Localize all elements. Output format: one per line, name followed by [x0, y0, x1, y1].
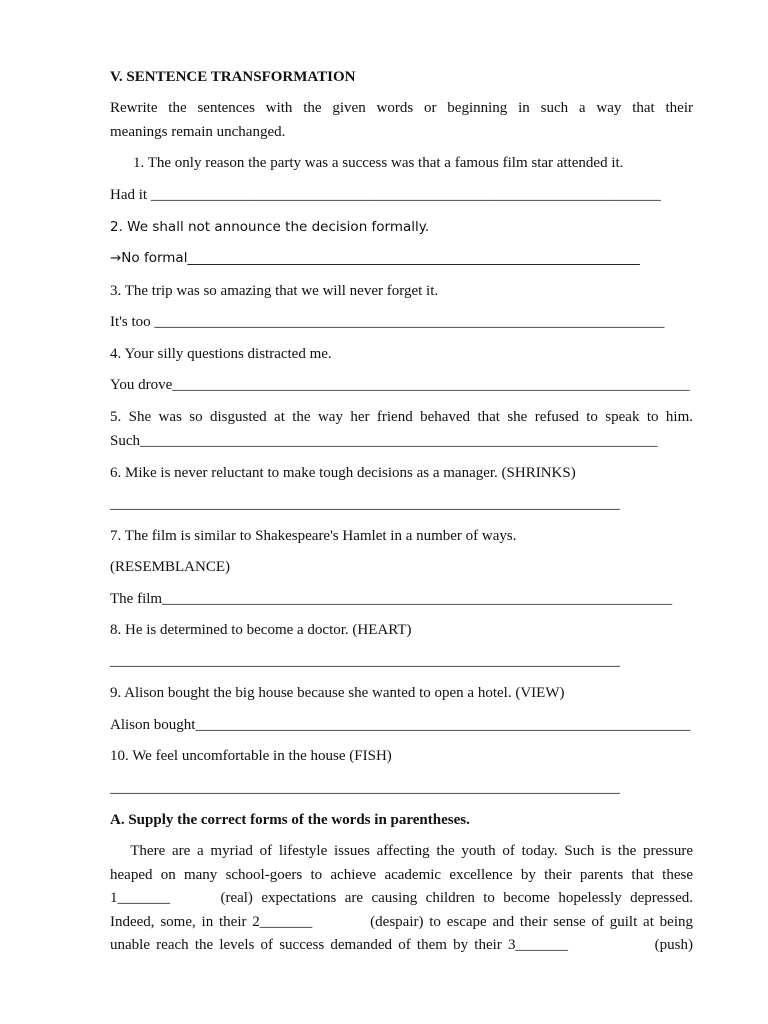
item-1-prompt: 1. The only reason the party was a success was that a famous film star attended it.: [133, 155, 624, 171]
item-2-prompt: 2. We shall not announce the decision formally.: [110, 219, 430, 235]
item-3-prompt: 3. The trip was so amazing that we will never forget it.: [110, 283, 439, 299]
instructions-line-1: Rewrite the sentences with the given words or beginning in such a way that their: [110, 100, 693, 116]
item-5-answer-line: Such_____________________________________________________________________: [110, 433, 658, 449]
item-9-answer-line: Alison bought__________________________________________________________________: [110, 717, 691, 733]
item-2-answer-line: →No formal___________________________________________________________________: [110, 250, 640, 266]
section-a-heading: A. Supply the correct forms of the words in parentheses.: [110, 812, 470, 828]
item-4-prompt: 4. Your silly questions distracted me.: [110, 346, 332, 362]
item-3-answer-line: It's too ____________________________________________________________________: [110, 314, 665, 330]
item-10-prompt: 10. We feel uncomfortable in the house (FISH): [110, 748, 392, 764]
item-10-answer-line: ____________________________________________________________________: [110, 780, 620, 796]
item-8-prompt: 8. He is determined to become a doctor. (HEART): [110, 622, 412, 638]
item-7-prompt: 7. The film is similar to Shakespeare's Hamlet in a number of ways.: [110, 528, 517, 544]
item-7-keyword: (RESEMBLANCE): [110, 559, 230, 575]
item-7-answer-line: The film____________________________________________________________________: [110, 591, 673, 607]
passage-line-5: unable reach the levels of success demanded of them by their 3_______ (push): [110, 937, 693, 953]
item-6-answer-line: ____________________________________________________________________: [110, 496, 620, 512]
item-5-prompt: 5. She was so disgusted at the way her friend behaved that she refused to speak to him.: [110, 409, 693, 425]
item-1-answer-line: Had it ____________________________________________________________________: [110, 187, 661, 203]
section-v-heading: V. SENTENCE TRANSFORMATION: [110, 69, 356, 85]
passage-line-2: heaped on many school-goers to achieve academic excellence by their parents that these: [110, 867, 693, 883]
passage-line-4: Indeed, some, in their 2_______ (despair) to escape and their sense of guilt at being: [110, 914, 693, 930]
passage-line-1: There are a myriad of lifestyle issues affecting the youth of today. Such is the pressure: [110, 843, 693, 859]
item-9-prompt: 9. Alison bought the big house because she wanted to open a hotel. (VIEW): [110, 685, 565, 701]
item-4-answer-line: You drove_____________________________________________________________________: [110, 377, 690, 393]
instructions-line-2: meanings remain unchanged.: [110, 124, 286, 140]
item-8-answer-line: ____________________________________________________________________: [110, 653, 620, 669]
item-6-prompt: 6. Mike is never reluctant to make tough decisions as a manager. (SHRINKS): [110, 465, 576, 481]
passage-line-3: 1_______ (real) expectations are causing children to become hopelessly depressed.: [110, 890, 693, 906]
